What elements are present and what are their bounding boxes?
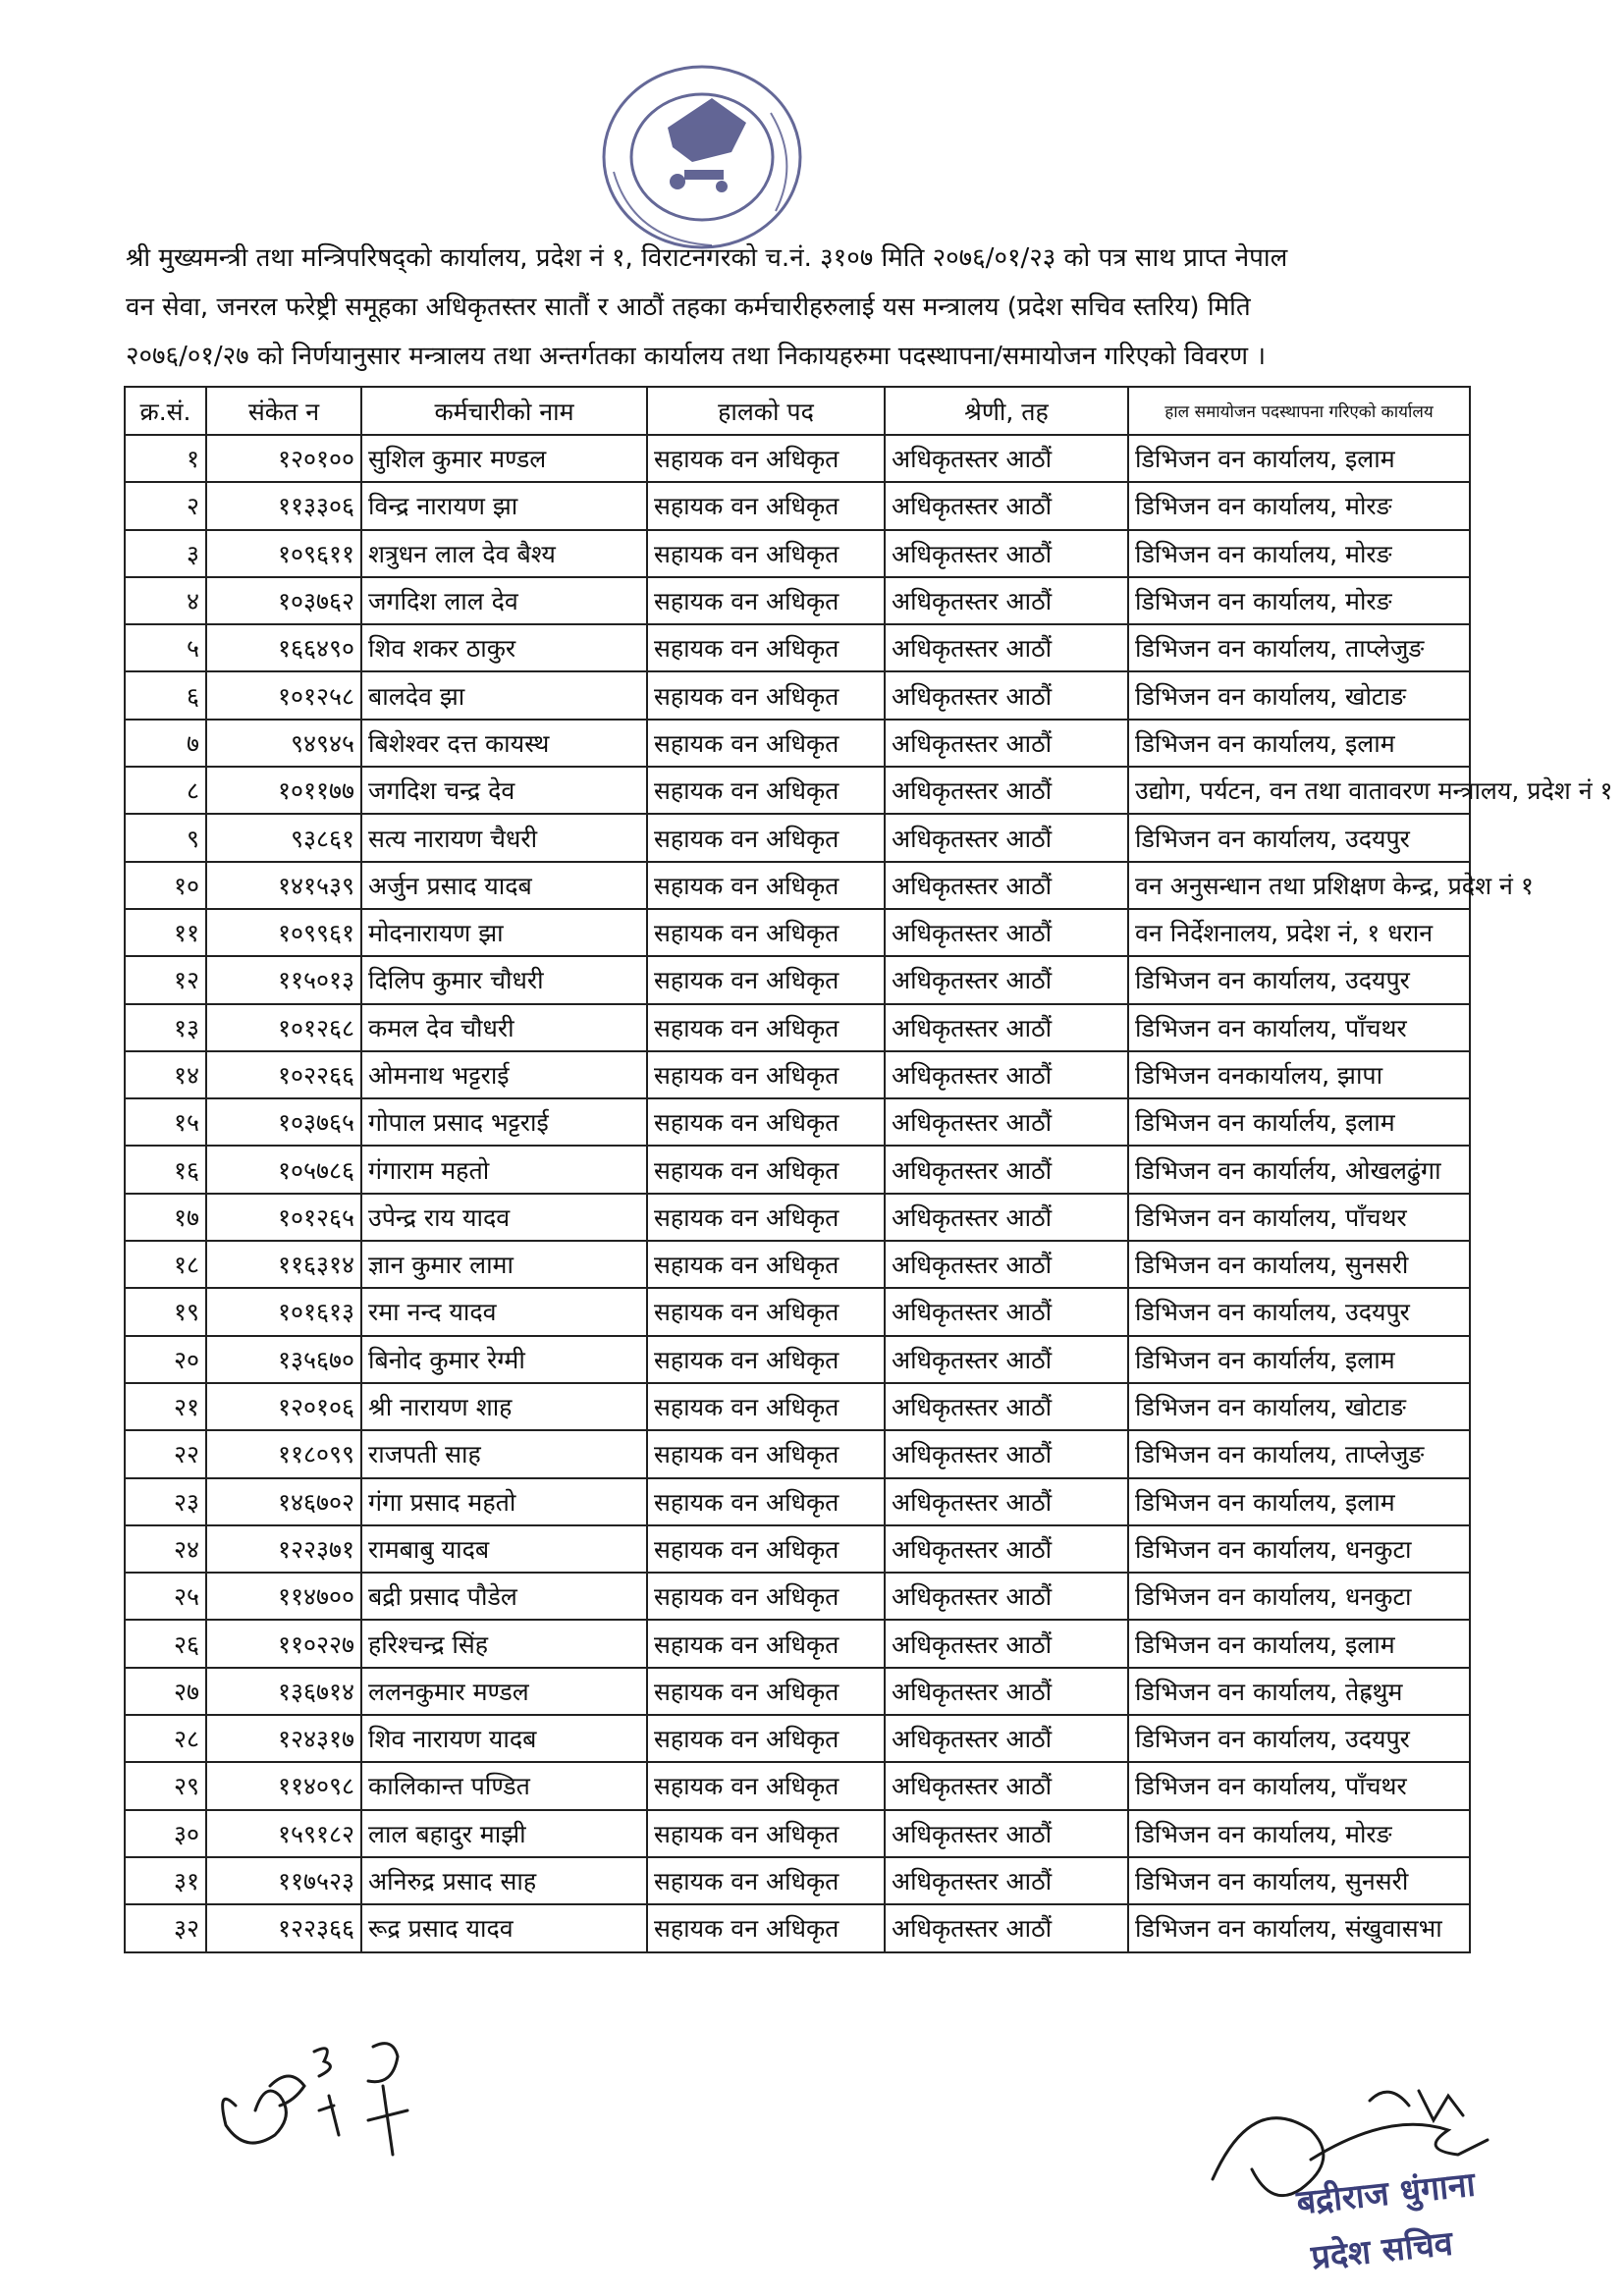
cell-grade: अधिकृतस्तर आठौं [885,909,1128,956]
table-row [125,1715,1470,1762]
cell-post: सहायक वन अधिकृत [647,1620,885,1667]
cell-serial: ९ [125,814,206,861]
cell-code: १४६७०२ [206,1478,361,1525]
cell-post: सहायक वन अधिकृत [647,1715,885,1762]
cell-post: सहायक वन अधिकृत [647,1004,885,1051]
cell-serial: १० [125,862,206,909]
cell-code: १०९९६१ [206,909,361,956]
cell-grade: अधिकृतस्तर आठौं [885,1478,1128,1525]
cell-grade: अधिकृतस्तर आठौं [885,1194,1128,1241]
cell-name: कालिकान्त पण्डित [361,1762,647,1809]
cell-code: ११६३१४ [206,1241,361,1288]
cell-name: शिव नारायण यादब [361,1715,647,1762]
cell-office: डिभिजन वन कार्यालय, खोटाङ [1128,1383,1470,1430]
intro-line-1: श्री मुख्यमन्त्री तथा मन्त्रिपरिषद्को कार्यालय, प्रदेश नं १, विराटनगरको च.नं. ३१०७ मिति २०७६/०१/२३ को पत्र साथ प्राप्त नेपाल [126,243,1288,273]
cell-serial: ३ [125,530,206,577]
cell-post: सहायक वन अधिकृत [647,482,885,529]
cell-post: सहायक वन अधिकृत [647,767,885,814]
cell-office: डिभिजन वन कार्यालय, पाँचथर [1128,1194,1470,1241]
cell-name: उपेन्द्र राय यादव [361,1194,647,1241]
cell-name: सत्य नारायण चैधरी [361,814,647,861]
cell-serial: ४ [125,577,206,624]
cell-name: ज्ञान कुमार लामा [361,1241,647,1288]
cell-office: वन अनुसन्धान तथा प्रशिक्षण केन्द्र, प्रदेश नं १ [1128,862,1470,909]
cell-serial: ७ [125,720,206,767]
cell-name: शिव शकर ठाकुर [361,624,647,671]
table-row [125,1146,1470,1193]
cell-grade: अधिकृतस्तर आठौं [885,624,1128,671]
cell-grade: अधिकृतस्तर आठौं [885,1573,1128,1620]
intro-line-3: २०७६/०१/२७ को निर्णयानुसार मन्त्रालय तथा अन्तर्गतका कार्यालय तथा निकायहरुमा पदस्थापना/समायोजन गरिएको विवरण । [126,342,1267,371]
cell-serial: १८ [125,1241,206,1288]
cell-serial: १९ [125,1288,206,1335]
cell-name: गंगा प्रसाद महतो [361,1478,647,1525]
table-row [125,1194,1470,1241]
cell-grade: अधिकृतस्तर आठौं [885,1430,1128,1477]
cell-grade: अधिकृतस्तर आठौं [885,1004,1128,1051]
cell-name: बिशेश्वर दत्त कायस्थ [361,720,647,767]
cell-serial: १ [125,435,206,482]
cell-post: सहायक वन अधिकृत [647,435,885,482]
table-header-row [125,387,1470,435]
cell-name: ओमनाथ भट्टराई [361,1051,647,1098]
cell-name: ललनकुमार मण्डल [361,1668,647,1715]
cell-office: डिभिजन वन कार्यालय, मोरङ [1128,482,1470,529]
cell-grade: अधिकृतस्तर आठौं [885,530,1128,577]
cell-code: १०३७६२ [206,577,361,624]
table-row [125,1098,1470,1146]
cell-post: सहायक वन अधिकृत [647,1288,885,1335]
cell-name: श्री नारायण शाह [361,1383,647,1430]
cell-serial: ८ [125,767,206,814]
table-row [125,435,1470,482]
cell-post: सहायक वन अधिकृत [647,1857,885,1904]
cell-code: ११५०१३ [206,956,361,1003]
cell-name: गंगाराम महतो [361,1146,647,1193]
cell-office: डिभिजन वन कार्यालय, इलाम [1128,1478,1470,1525]
cell-post: सहायक वन अधिकृत [647,1478,885,1525]
cell-serial: ११ [125,909,206,956]
cell-grade: अधिकृतस्तर आठौं [885,1715,1128,1762]
table-row [125,671,1470,719]
header-grade: श्रेणी, तह [885,387,1128,435]
cell-code: १६६४९० [206,624,361,671]
cell-grade: अधिकृतस्तर आठौं [885,1668,1128,1715]
cell-code: १२२३६६ [206,1904,361,1951]
cell-name: जगदिश चन्द्र देव [361,767,647,814]
cell-serial: ६ [125,671,206,719]
cell-code: ११४०९८ [206,1762,361,1809]
cell-grade: अधिकृतस्तर आठौं [885,956,1128,1003]
cell-code: १०२२६६ [206,1051,361,1098]
cell-serial: २० [125,1336,206,1383]
cell-office: डिभिजन वन कार्यालय, उदयपुर [1128,1715,1470,1762]
cell-serial: ५ [125,624,206,671]
cell-serial: २८ [125,1715,206,1762]
cell-post: सहायक वन अधिकृत [647,1194,885,1241]
cell-code: १०९६११ [206,530,361,577]
cell-office: डिभिजन वन कार्यालय, मोरङ [1128,1810,1470,1857]
cell-post: सहायक वन अधिकृत [647,956,885,1003]
cell-office: डिभिजन वन कार्यालय, पाँचथर [1128,1004,1470,1051]
cell-grade: अधिकृतस्तर आठौं [885,1288,1128,1335]
cell-name: अनिरुद्र प्रसाद साह [361,1857,647,1904]
cell-post: सहायक वन अधिकृत [647,1051,885,1098]
cell-office: डिभिजन वन कार्यालय, इलाम [1128,720,1470,767]
cell-name: जगदिश लाल देव [361,577,647,624]
header-office: हाल समायोजन पदस्थापना गरिएको कार्यालय [1128,387,1470,435]
cell-grade: अधिकृतस्तर आठौं [885,671,1128,719]
cell-office: डिभिजन वन कार्यालय, मोरङ [1128,577,1470,624]
cell-office: डिभिजन वन कार्यालय, ताप्लेजुङ [1128,624,1470,671]
table-row [125,1668,1470,1715]
cell-grade: अधिकृतस्तर आठौं [885,1051,1128,1098]
cell-post: सहायक वन अधिकृत [647,671,885,719]
cell-post: सहायक वन अधिकृत [647,720,885,767]
cell-office: डिभिजन वनकार्यालय, झापा [1128,1051,1470,1098]
cell-grade: अधिकृतस्तर आठौं [885,1857,1128,1904]
cell-code: १३६७१४ [206,1668,361,1715]
table-row [125,482,1470,529]
cell-post: सहायक वन अधिकृत [647,1098,885,1146]
cell-post: सहायक वन अधिकृत [647,1762,885,1809]
cell-name: मोदनारायण झा [361,909,647,956]
cell-post: सहायक वन अधिकृत [647,1336,885,1383]
cell-post: सहायक वन अधिकृत [647,1810,885,1857]
cell-grade: अधिकृतस्तर आठौं [885,862,1128,909]
cell-office: डिभिजन वन कार्यालय, तेह्रथुम [1128,1668,1470,1715]
cell-code: ९४९४५ [206,720,361,767]
cell-office: डिभिजन वन कार्यालय, इलाम [1128,435,1470,482]
table-row [125,1430,1470,1477]
cell-code: १३५६७० [206,1336,361,1383]
cell-grade: अधिकृतस्तर आठौं [885,1762,1128,1809]
cell-name: रूद्र प्रसाद यादव [361,1904,647,1951]
cell-post: सहायक वन अधिकृत [647,1430,885,1477]
cell-grade: अधिकृतस्तर आठौं [885,1525,1128,1573]
cell-office: वन निर्देशनालय, प्रदेश नं, १ धरान [1128,909,1470,956]
cell-name: अर्जुन प्रसाद यादब [361,862,647,909]
cell-office: उद्योग, पर्यटन, वन तथा वातावरण मन्त्रालय, प्रदेश नं १ [1128,767,1470,814]
cell-grade: अधिकृतस्तर आठौं [885,767,1128,814]
cell-serial: १४ [125,1051,206,1098]
header-code: संकेत न [206,387,361,435]
cell-name: कमल देव चौधरी [361,1004,647,1051]
header-serial: क्र.सं. [125,387,206,435]
cell-grade: अधिकृतस्तर आठौं [885,1098,1128,1146]
cell-post: सहायक वन अधिकृत [647,862,885,909]
table-row [125,1004,1470,1051]
cell-grade: अधिकृतस्तर आठौं [885,1620,1128,1667]
cell-office: डिभिजन वन कार्यालय, धनकुटा [1128,1525,1470,1573]
cell-code: ११८०९९ [206,1430,361,1477]
cell-serial: २५ [125,1573,206,1620]
cell-code: १२४३१७ [206,1715,361,1762]
table-row [125,1051,1470,1098]
header-post: हालको पद [647,387,885,435]
cell-grade: अधिकृतस्तर आठौं [885,1336,1128,1383]
cell-name: गोपाल प्रसाद भट्टराई [361,1098,647,1146]
table-row [125,909,1470,956]
table-row [125,1904,1470,1951]
cell-office: डिभिजन वन कार्यालय, उदयपुर [1128,956,1470,1003]
table-row [125,577,1470,624]
table-row [125,624,1470,671]
cell-code: १०१२६८ [206,1004,361,1051]
cell-post: सहायक वन अधिकृत [647,1146,885,1193]
cell-serial: १५ [125,1098,206,1146]
cell-name: दिलिप कुमार चौधरी [361,956,647,1003]
table-row [125,530,1470,577]
cell-name: रमा नन्द यादव [361,1288,647,1335]
cell-office: डिभिजन वन कार्यार्लय, ओखलढुंगा [1128,1146,1470,1193]
cell-grade: अधिकृतस्तर आठौं [885,1383,1128,1430]
table-row [125,767,1470,814]
initials-signature [196,2027,452,2174]
cell-grade: अधिकृतस्तर आठौं [885,814,1128,861]
cell-grade: अधिकृतस्तर आठौं [885,1241,1128,1288]
cell-post: सहायक वन अधिकृत [647,624,885,671]
cell-office: डिभिजन वन कार्यालय, इलाम [1128,1620,1470,1667]
cell-serial: २ [125,482,206,529]
cell-name: लाल बहादुर माझी [361,1810,647,1857]
cell-name: विन्द्र नारायण झा [361,482,647,529]
cell-grade: अधिकृतस्तर आठौं [885,435,1128,482]
cell-serial: २१ [125,1383,206,1430]
cell-post: सहायक वन अधिकृत [647,577,885,624]
table-row [125,1288,1470,1335]
table-row [125,1478,1470,1525]
table-row [125,862,1470,909]
cell-post: सहायक वन अधिकृत [647,1668,885,1715]
cell-code: १५९१८२ [206,1810,361,1857]
table-row [125,720,1470,767]
table-row [125,1383,1470,1430]
table-row [125,1525,1470,1573]
cell-name: राजपती साह [361,1430,647,1477]
cell-office: डिभिजन वन कार्यालय, ताप्लेजुङ [1128,1430,1470,1477]
cell-code: १२०१०६ [206,1383,361,1430]
cell-office: डिभिजन वन कार्यालय, धनकुटा [1128,1573,1470,1620]
intro-paragraph [126,234,1481,381]
cell-serial: २४ [125,1525,206,1573]
cell-office: डिभिजन वन कार्यालय, खोटाङ [1128,671,1470,719]
cell-code: १०११७७ [206,767,361,814]
cell-code: १०१६१३ [206,1288,361,1335]
cell-office: डिभिजन वन कार्यालय, सुनसरी [1128,1857,1470,1904]
cell-post: सहायक वन अधिकृत [647,1573,885,1620]
cell-serial: १२ [125,956,206,1003]
cell-serial: ३२ [125,1904,206,1951]
cell-code: ११०२२७ [206,1620,361,1667]
cell-code: ९३८६१ [206,814,361,861]
cell-post: सहायक वन अधिकृत [647,1904,885,1951]
cell-code: १०१२६५ [206,1194,361,1241]
cell-serial: २७ [125,1668,206,1715]
cell-serial: १६ [125,1146,206,1193]
cell-name: बद्री प्रसाद पौडेल [361,1573,647,1620]
stamp-name: बद्रीराज धुंगाना [1294,2164,1478,2223]
cell-grade: अधिकृतस्तर आठौं [885,482,1128,529]
cell-office: डिभिजन वन कार्यालय, सुनसरी [1128,1241,1470,1288]
table-row [125,1762,1470,1809]
cell-post: सहायक वन अधिकृत [647,1241,885,1288]
table-row [125,1857,1470,1904]
table-row [125,1573,1470,1620]
table-row [125,1241,1470,1288]
cell-code: ११४७०० [206,1573,361,1620]
cell-serial: २९ [125,1762,206,1809]
cell-grade: अधिकृतस्तर आठौं [885,1146,1128,1193]
cell-code: १२०१०० [206,435,361,482]
cell-post: सहायक वन अधिकृत [647,1525,885,1573]
cell-code: १०५७८६ [206,1146,361,1193]
cell-code: १०१२५८ [206,671,361,719]
cell-name: शत्रुधन लाल देव बैश्य [361,530,647,577]
intro-line-2: वन सेवा, जनरल फरेष्ट्री समूहका अधिकृतस्तर सातौं र आठौं तहका कर्मचारीहरुलाई यस मन्त्रालय (प्रदेश सचिव स्तरिय) मिति [126,293,1251,322]
cell-office: डिभिजन वन कार्यालय, पाँचथर [1128,1762,1470,1809]
cell-code: १४१५३९ [206,862,361,909]
cell-office: डिभिजन वन कार्यालय, उदयपुर [1128,814,1470,861]
cell-office: डिभिजन वन कार्यालय, उदयपुर [1128,1288,1470,1335]
header-name: कर्मचारीको नाम [361,387,647,435]
cell-grade: अधिकृतस्तर आठौं [885,720,1128,767]
cell-name: रामबाबु यादब [361,1525,647,1573]
cell-code: ११७५२३ [206,1857,361,1904]
cell-post: सहायक वन अधिकृत [647,909,885,956]
cell-office: डिभिजन वन कार्यालय, मोरङ [1128,530,1470,577]
cell-name: हरिश्चन्द्र सिंह [361,1620,647,1667]
cell-name: सुशिल कुमार मण्डल [361,435,647,482]
cell-serial: २६ [125,1620,206,1667]
cell-serial: २२ [125,1430,206,1477]
cell-grade: अधिकृतस्तर आठौं [885,577,1128,624]
cell-grade: अधिकृतस्तर आठौं [885,1904,1128,1951]
table-row [125,1620,1470,1667]
cell-post: सहायक वन अधिकृत [647,530,885,577]
cell-serial: १३ [125,1004,206,1051]
cell-office: डिभिजन वन कार्यार्लय, इलाम [1128,1098,1470,1146]
cell-code: ११३३०६ [206,482,361,529]
stamp-title: प्रदेश सचिव [1309,2223,1455,2278]
cell-code: १२२३७१ [206,1525,361,1573]
cell-post: सहायक वन अधिकृत [647,1383,885,1430]
cell-office: डिभिजन वन कार्यार्लय, इलाम [1128,1336,1470,1383]
cell-code: १०३७६५ [206,1098,361,1146]
cell-serial: ३० [125,1810,206,1857]
cell-serial: २३ [125,1478,206,1525]
cell-serial: १७ [125,1194,206,1241]
cell-grade: अधिकृतस्तर आठौं [885,1810,1128,1857]
cell-name: बालदेव झा [361,671,647,719]
table-row [125,956,1470,1003]
table-row [125,814,1470,861]
staff-placement-table [124,386,1613,1953]
table-row [125,1336,1470,1383]
cell-name: बिनोद कुमार रेग्मी [361,1336,647,1383]
cell-serial: ३१ [125,1857,206,1904]
table-body [125,435,1613,1952]
table-row [125,1810,1470,1857]
cell-office: डिभिजन वन कार्यालय, संखुवासभा [1128,1904,1470,1951]
cell-post: सहायक वन अधिकृत [647,814,885,861]
